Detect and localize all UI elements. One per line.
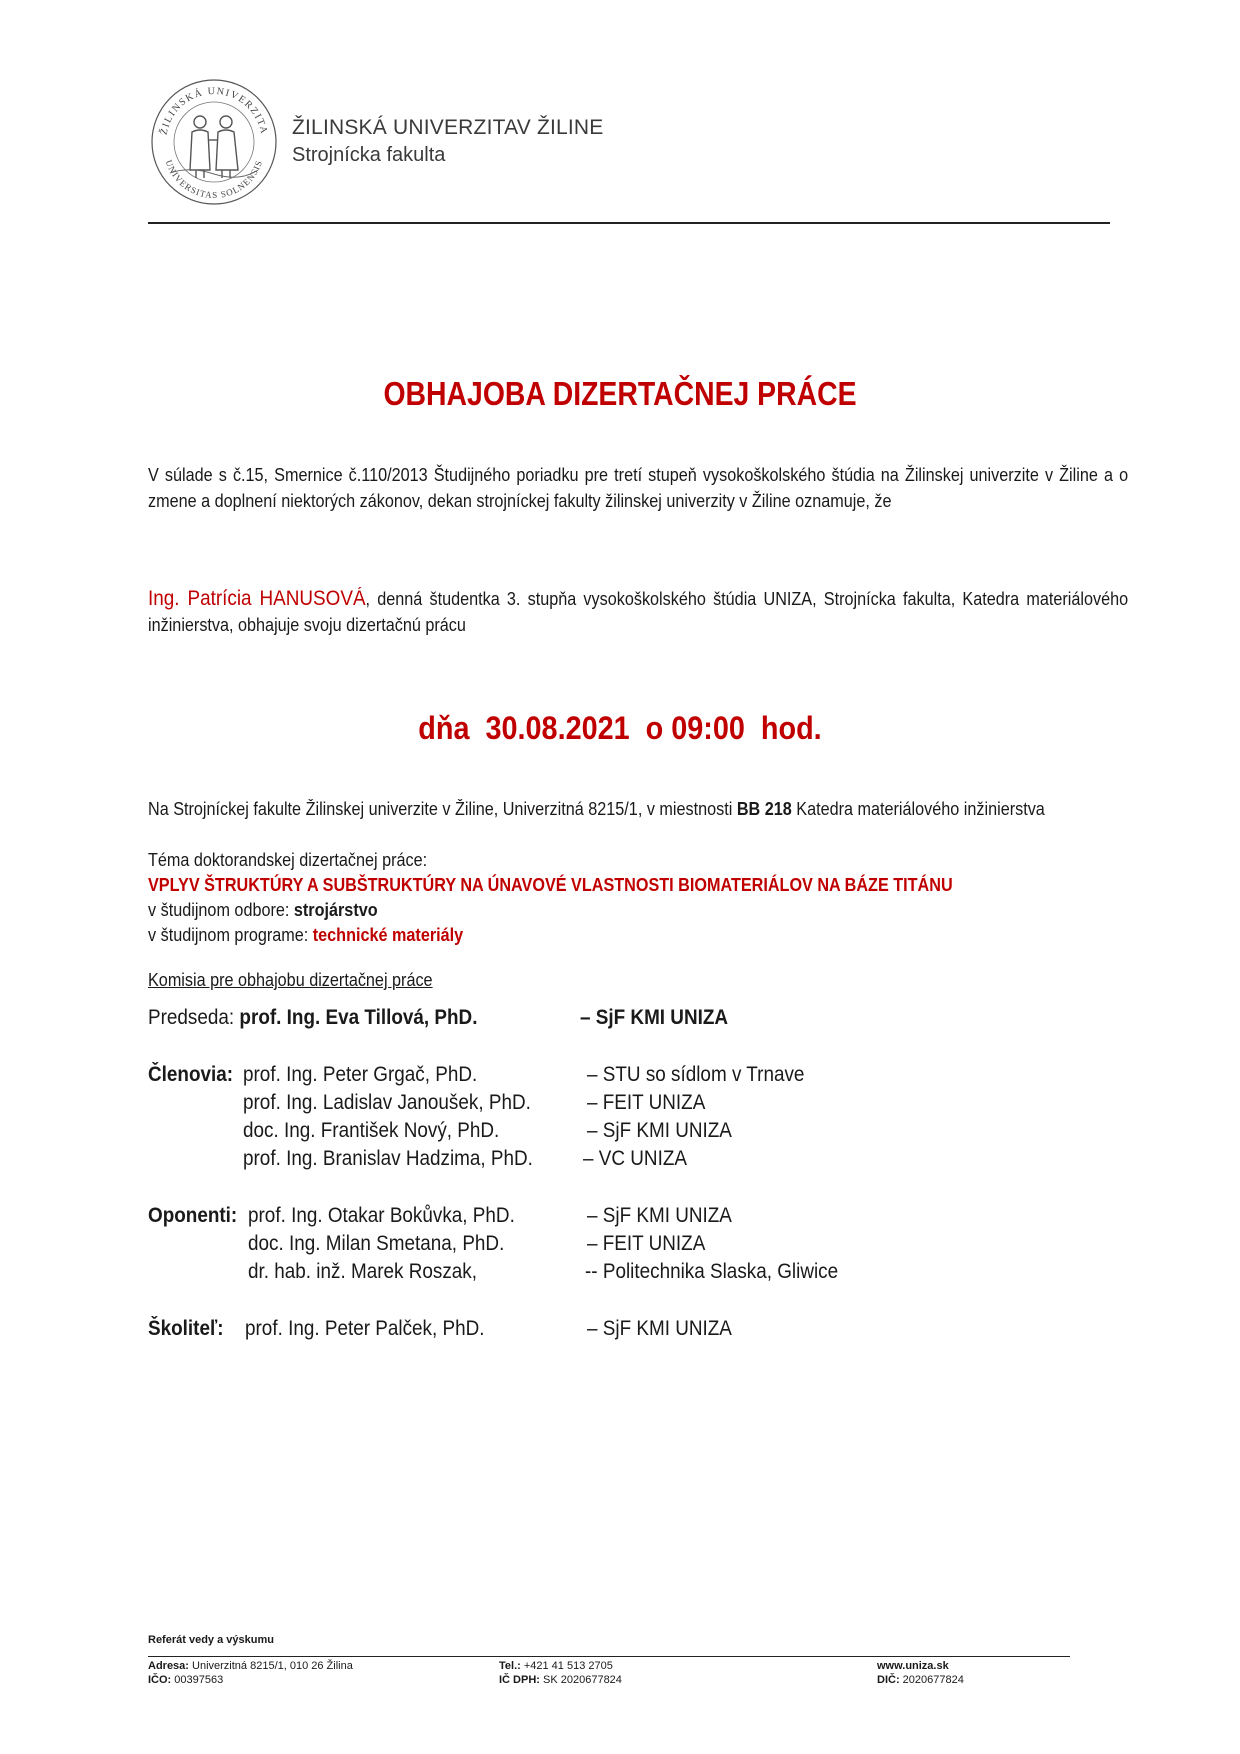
tel-label: Tel.: — [499, 1660, 521, 1672]
member-affiliation: – STU so sídlom v Trnave — [587, 1063, 805, 1086]
footer-address — [148, 1660, 353, 1672]
website-link[interactable]: www.uniza.sk — [877, 1660, 949, 1672]
location-prefix: Na Strojníckej fakulte Žilinskej univerzite v Žiline, Univerzitná 8215/1, v miestnosti — [148, 799, 737, 819]
dic-value: 2020677824 — [899, 1674, 964, 1686]
seal-icon — [150, 78, 278, 206]
candidate-text: , denná študentka 3. stupňa vysokoškolského štúdia UNIZA, Strojnícka fakulta, Katedra materiálového inžinierstva, obhajuje svoju dizertačnú prácu — [148, 589, 1129, 635]
member-name: prof. Ing. Peter Grgač, PhD. — [243, 1063, 478, 1086]
address-value: Univerzitná 8215/1, 010 26 Žilina — [188, 1660, 353, 1672]
footer-phone — [499, 1660, 613, 1672]
supervisor-name: prof. Ing. Peter Palček, PhD. — [245, 1317, 485, 1340]
location-line — [148, 799, 1045, 820]
seal-bottom-text: UNIVERSITAS SOLNENSIS — [163, 158, 265, 201]
footer-ico — [148, 1674, 223, 1686]
member-name: doc. Ing. František Nový, PhD. — [243, 1119, 500, 1142]
candidate-paragraph — [148, 586, 1128, 638]
topic-title: VPLYV ŠTRUKTÚRY A SUBŠTRUKTÚRY NA ÚNAVOVÉ VLASTNOSTI BIOMATERIÁLOV NA BÁZE TITÁNU — [148, 875, 953, 895]
footer-divider — [148, 1656, 1070, 1657]
ico-label: IČO: — [148, 1674, 172, 1686]
footer-website[interactable] — [877, 1660, 949, 1672]
field-label: v študijnom odbore: — [148, 900, 294, 920]
chair-row — [148, 1006, 477, 1030]
icdph-value: SK 2020677824 — [539, 1674, 622, 1686]
location-suffix: Katedra materiálového inžinierstva — [791, 799, 1045, 819]
program-label: v študijnom programe: — [148, 925, 313, 945]
tel-value: +421 41 513 2705 — [520, 1660, 613, 1672]
seal-top-text: ŽILINSKÁ UNIVERZITA — [158, 85, 270, 136]
intro-paragraph: V súlade s č.15, Smernice č.110/2013 Študijného poriadku pre tretí stupeň vysokoškolského štúdia na Žilinskej univerzite v Žiline a o zmene a doplnení niektorých zákonov, dekan strojníckej fakulty žilinskej univerzity v Žiline oznamuje, že — [148, 465, 1129, 511]
university-seal-logo — [150, 78, 278, 206]
member-affiliation: – VC UNIZA — [583, 1147, 687, 1170]
svg-text:UNIVERSITAS SOLNENSIS — [164, 159, 264, 201]
icdph-label: IČ DPH: — [499, 1674, 540, 1686]
program-line — [148, 923, 953, 948]
program-value: technické materiály — [312, 925, 464, 945]
members-label: Členovia: — [148, 1063, 234, 1086]
document-title: OBHAJOBA DIZERTAČNEJ PRÁCE — [383, 375, 857, 412]
defense-date: dňa 30.08.2021 o 09:00 hod. — [418, 710, 822, 746]
room-number: BB 218 — [736, 799, 792, 819]
opponent-affiliation: -- Politechnika Slaska, Gliwice — [585, 1260, 839, 1283]
footer-icdph — [499, 1674, 622, 1686]
address-label: Adresa: — [148, 1660, 189, 1672]
topic-block — [148, 848, 953, 948]
candidate-name: Ing. Patrícia HANUSOVÁ — [148, 587, 366, 610]
opponent-name: dr. hab. inž. Marek Roszak, — [248, 1260, 478, 1283]
university-name: ŽILINSKÁ UNIVERZITAV ŽILINE — [292, 116, 604, 139]
opponents-label: Oponenti: — [148, 1204, 238, 1227]
member-name: prof. Ing. Ladislav Janoušek, PhD. — [243, 1091, 531, 1114]
faculty-name: Strojnícka fakulta — [292, 144, 446, 166]
member-affiliation: – SjF KMI UNIZA — [587, 1119, 732, 1142]
footer-dic — [877, 1674, 964, 1686]
field-line — [148, 898, 953, 923]
opponent-affiliation: – FEIT UNIZA — [587, 1232, 706, 1255]
member-name: prof. Ing. Branislav Hadzima, PhD. — [243, 1147, 533, 1170]
chair-label: Predseda: — [148, 1006, 240, 1029]
chair-affiliation: – SjF KMI UNIZA — [580, 1006, 729, 1029]
opponent-name: prof. Ing. Otakar Bokůvka, PhD. — [248, 1204, 515, 1227]
dic-label: DIČ: — [877, 1674, 900, 1686]
supervisor-label: Školiteľ: — [148, 1317, 224, 1340]
header-divider — [148, 222, 1110, 224]
ico-value: 00397563 — [171, 1674, 224, 1686]
commission-heading: Komisia pre obhajobu dizertačnej práce — [148, 970, 433, 990]
chair-name: prof. Ing. Eva Tillová, PhD. — [239, 1006, 478, 1029]
opponent-affiliation: – SjF KMI UNIZA — [587, 1204, 732, 1227]
member-affiliation: – FEIT UNIZA — [587, 1091, 706, 1114]
supervisor-affiliation: – SjF KMI UNIZA — [587, 1317, 732, 1340]
field-value: strojárstvo — [293, 900, 378, 920]
topic-label: Téma doktorandskej dizertačnej práce: — [148, 850, 428, 870]
footer-department: Referát vedy a výskumu — [148, 1634, 274, 1646]
opponent-name: doc. Ing. Milan Smetana, PhD. — [248, 1232, 505, 1255]
